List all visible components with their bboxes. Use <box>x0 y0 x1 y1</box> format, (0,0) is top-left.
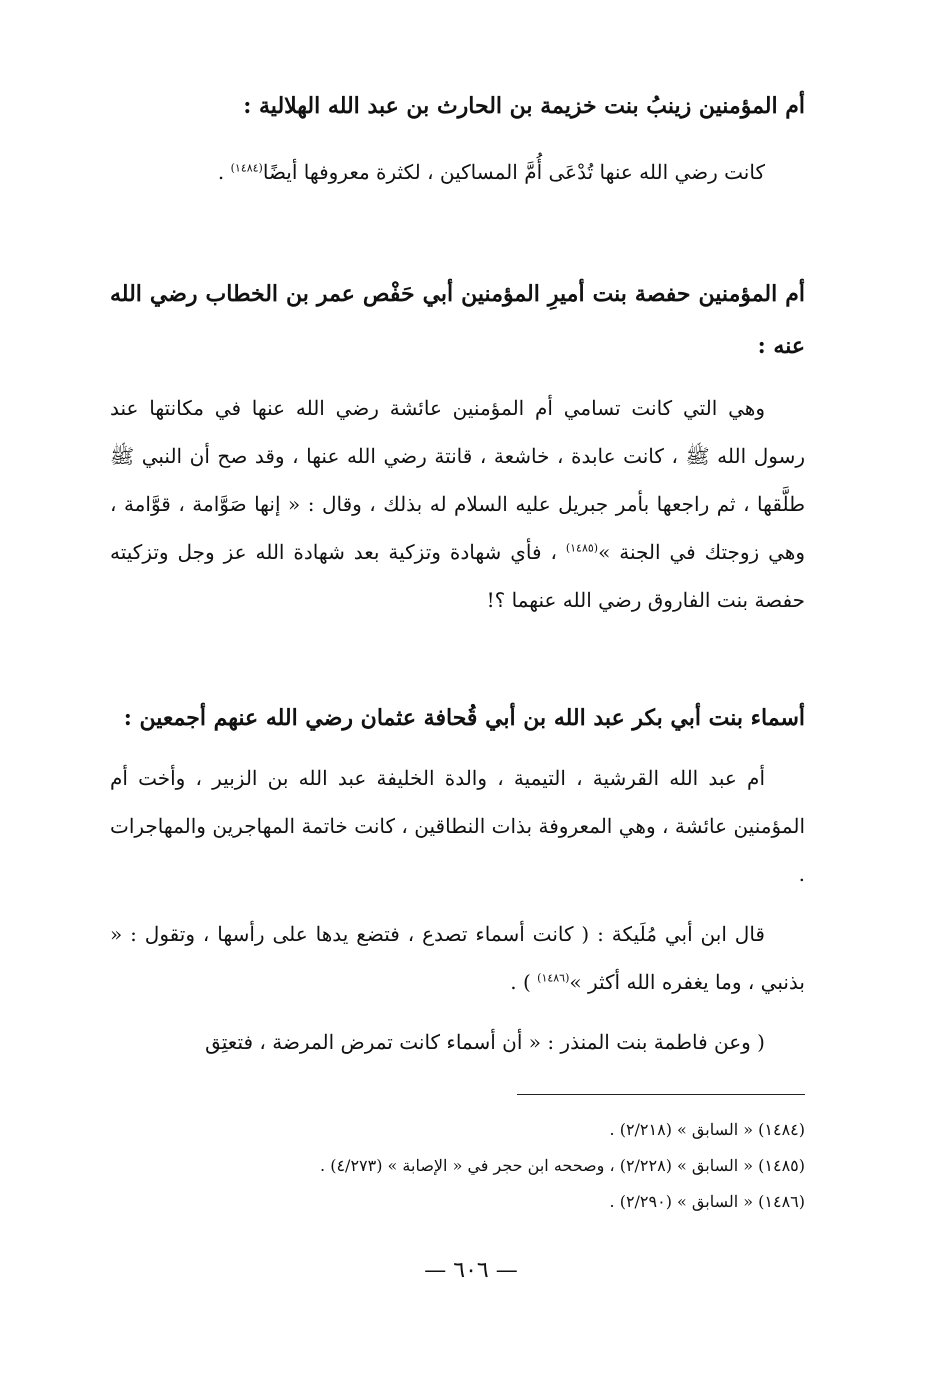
footnote-divider <box>517 1094 805 1095</box>
paragraph-asma-1: أم عبد الله القرشية ، التيمية ، والدة الخليفة عبد الله بن الزبير ، وأخت أم المؤمنين عائشة ، وهي المعروفة بذات النطاقين ، كانت خاتمة المهاجرين والمهاجرات . <box>110 766 805 886</box>
paragraph-asma-2 <box>110 910 805 1006</box>
footnote-ref-1485: (١٤٨٥) <box>565 541 599 555</box>
paragraph-zaynab <box>110 148 805 196</box>
footnote-ref-1486: (١٤٨٦) <box>537 971 570 985</box>
paragraph-text: وهي التي كانت تسامي أم المؤمنين عائشة رضي الله عنها في مكانتها عند رسول الله ﷺ ، كانت عابدة ، خاشعة ، قانتة رضي الله عنها ، وقد صح أن النبي ﷺ طلَّقها ، ثم راجعها بأمر جبريل عليه السلام له بذلك ، وقال : « إنها صَوَّامة ، قوَّامة ، وهي زوجتك في الجنة » <box>110 396 805 564</box>
footnote-1484: (١٤٨٤) « السابق » (٢/٢١٨) . <box>609 1120 805 1139</box>
footnote-ref-1484: (١٤٨٤) <box>230 161 263 175</box>
heading-asma: أسماء بنت أبي بكر عبد الله بن أبي قُحافة عثمان رضي الله عنهم أجمعين : <box>123 705 805 731</box>
footnotes <box>110 1112 805 1220</box>
paragraph-text-end: . <box>217 160 231 184</box>
page-number: — ٦٠٦ — <box>424 1258 518 1283</box>
paragraph-hafsa <box>110 384 805 624</box>
paragraph-text-end: ) . <box>510 970 538 994</box>
paragraph-asma-3: ( وعن فاطمة بنت المنذر : « أن أسماء كانت تمرض المرضة ، فتعتِق <box>205 1030 765 1054</box>
footnote-1486: (١٤٨٦) « السابق » (٢/٢٩٠) . <box>609 1192 805 1211</box>
paragraph-text-end: ، فأي شهادة وتزكية بعد شهادة الله عز وجل وتزكيته حفصة بنت الفاروق رضي الله عنهما ؟! <box>110 540 805 612</box>
heading-hafsa: أم المؤمنين حفصة بنت أميرِ المؤمنين أبي حَفْص عمر بن الخطاب رضي الله عنه : <box>110 281 805 359</box>
heading-zaynab: أم المؤمنين زينبُ بنت خزيمة بن الحارث بن عبد الله الهلالية : <box>243 93 805 119</box>
paragraph-text: كانت رضي الله عنها تُدْعَى أُمَّ المساكين ، لكثرة معروفها أيضًا <box>262 160 765 184</box>
paragraph-text: قال ابن أبي مُلَيكة : ( كانت أسماء تصدع ، فتضع يدها على رأسها ، وتقول : « بذنبي ، وما يغفره الله أكثر » <box>110 922 805 994</box>
footnote-1485: (١٤٨٥) « السابق » (٢/٢٢٨) ، وصححه ابن حجر في « الإصابة » (٤/٢٧٣) . <box>320 1156 805 1175</box>
